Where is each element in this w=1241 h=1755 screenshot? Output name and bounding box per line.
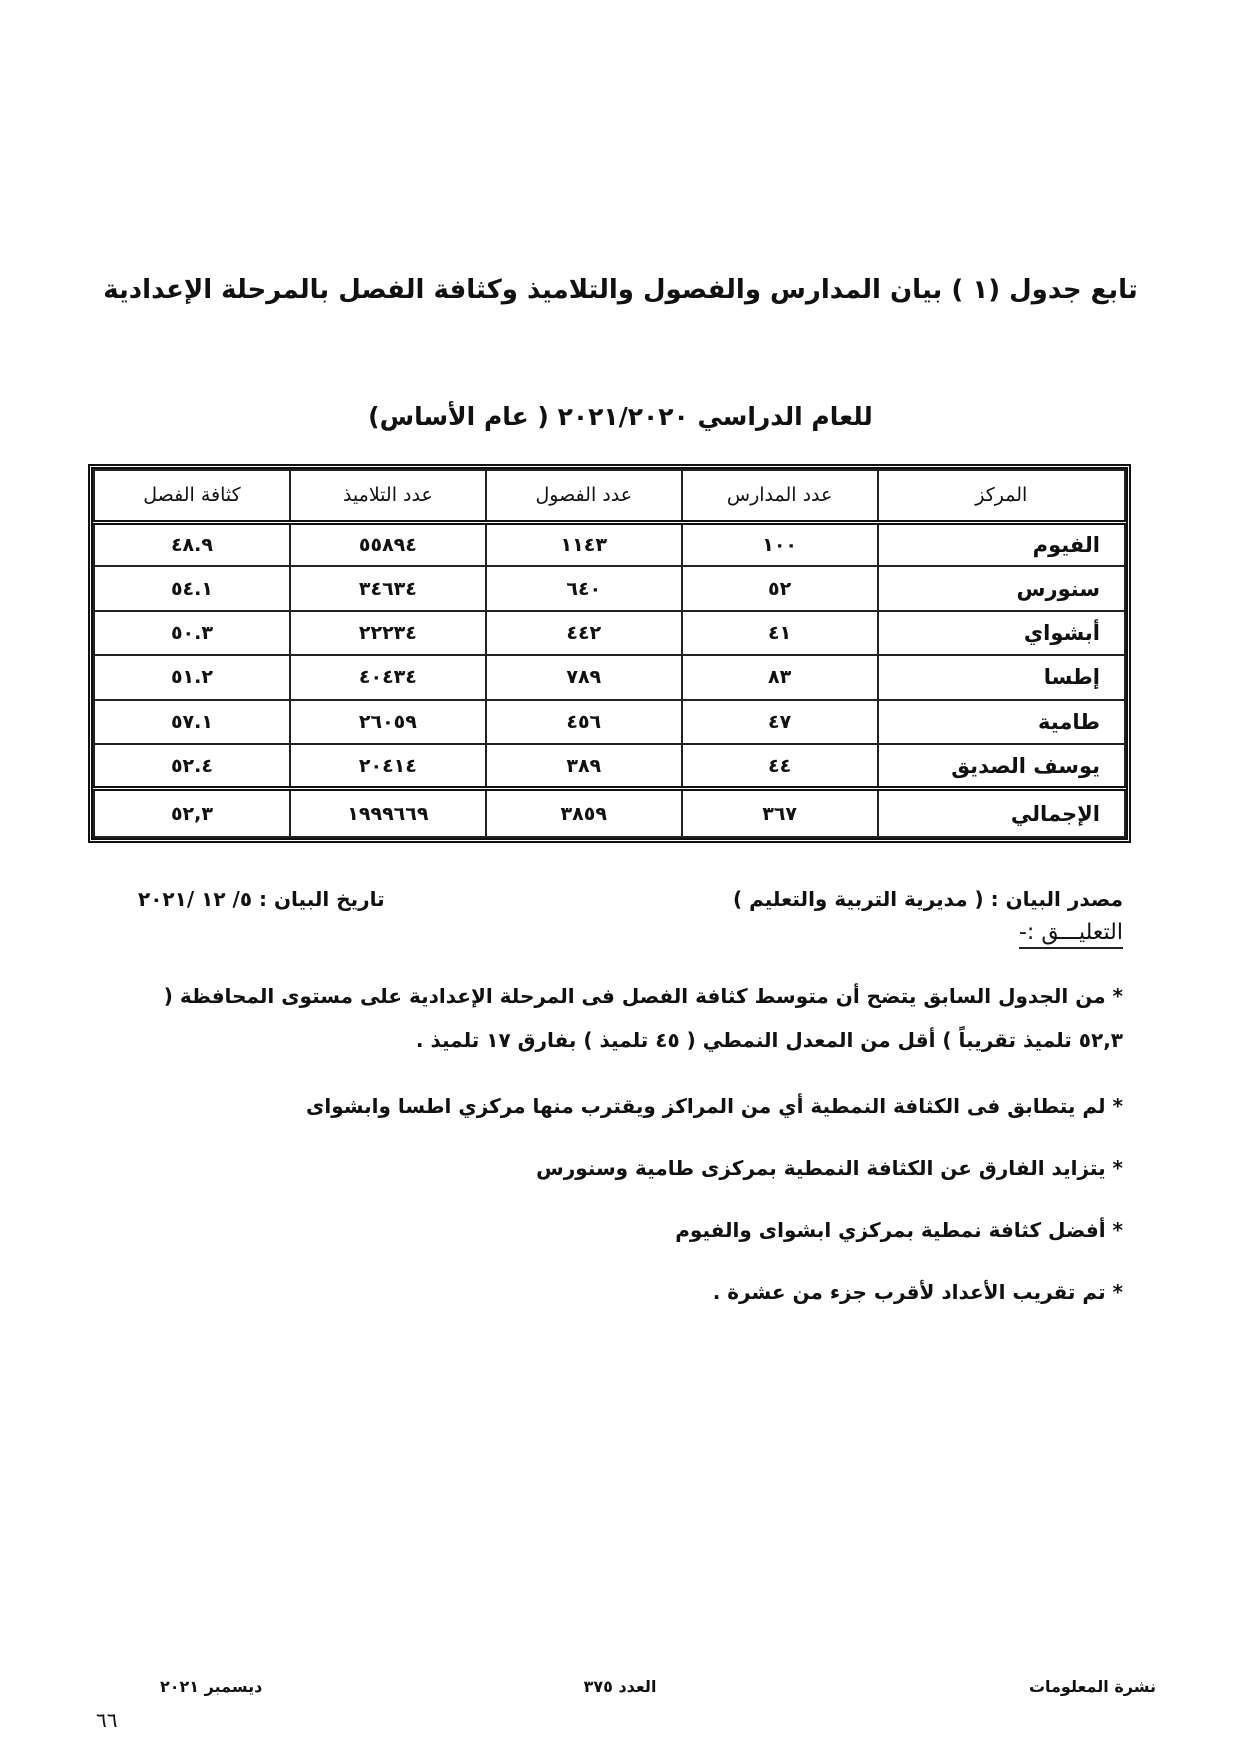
comment-heading: التعليـــق :- (1019, 920, 1123, 949)
cell-density: ٥٤.١ (94, 566, 290, 610)
cell-total-density: ٥٢,٣ (94, 789, 290, 837)
cell-density: ٥١.٢ (94, 655, 290, 699)
data-source: مصدر البيان : ( مديرية التربية والتعليم ) (732, 887, 1123, 911)
cell-students: ٢٠٤١٤ (290, 744, 486, 788)
note-paragraph: * أفضل كثافة نمطية بمركزي ابشواى والفيوم (675, 1218, 1123, 1242)
cell-students: ٣٤٦٣٤ (290, 566, 486, 610)
cell-students: ٤٠٤٣٤ (290, 655, 486, 699)
header-classes: عدد الفصول (486, 470, 682, 522)
cell-center: سنورس (878, 566, 1125, 610)
cell-center: إطسا (878, 655, 1125, 699)
table-row (94, 744, 1125, 788)
table-header-row (94, 470, 1125, 522)
footer-issue: العدد ٣٧٥ (583, 1677, 657, 1696)
cell-students: ٢٢٢٣٤ (290, 611, 486, 655)
cell-center: طامية (878, 700, 1125, 744)
cell-schools: ٤١ (682, 611, 878, 655)
cell-density: ٥٢.٤ (94, 744, 290, 788)
cell-density: ٥٠.٣ (94, 611, 290, 655)
cell-students: ٢٦٠٥٩ (290, 700, 486, 744)
cell-classes: ٦٤٠ (486, 566, 682, 610)
note-paragraph: * لم يتطابق فى الكثافة النمطية أي من المراكز ويقترب منها مركزي اطسا وابشواى (306, 1094, 1123, 1118)
cell-center: أبشواي (878, 611, 1125, 655)
cell-total-label: الإجمالي (878, 789, 1125, 837)
note-paragraph: * يتزايد الفارق عن الكثافة النمطية بمركزى طامية وسنورس (536, 1156, 1123, 1180)
cell-density: ٥٧.١ (94, 700, 290, 744)
cell-classes: ٤٥٦ (486, 700, 682, 744)
header-density: كثافة الفصل (94, 470, 290, 522)
cell-classes: ١١٤٣ (486, 522, 682, 566)
table-row (94, 566, 1125, 610)
cell-schools: ٤٧ (682, 700, 878, 744)
cell-total-schools: ٣٦٧ (682, 789, 878, 837)
cell-center: يوسف الصديق (878, 744, 1125, 788)
cell-classes: ٧٨٩ (486, 655, 682, 699)
data-table (93, 469, 1126, 838)
cell-schools: ١٠٠ (682, 522, 878, 566)
footer-date: ديسمبر ٢٠٢١ (160, 1677, 263, 1696)
header-students: عدد التلاميذ (290, 470, 486, 522)
table-row (94, 700, 1125, 744)
cell-center: الفيوم (878, 522, 1125, 566)
cell-classes: ٣٨٩ (486, 744, 682, 788)
cell-classes: ٤٤٢ (486, 611, 682, 655)
table-row (94, 522, 1125, 566)
cell-students: ٥٥٨٩٤ (290, 522, 486, 566)
cell-schools: ٤٤ (682, 744, 878, 788)
table-total-row (94, 789, 1125, 837)
cell-total-students: ١٩٩٩٦٦٩ (290, 789, 486, 837)
data-date: تاريخ البيان : ٥/ ١٢ /٢٠٢١ (138, 887, 385, 911)
table-row (94, 611, 1125, 655)
data-table-container (88, 464, 1131, 843)
header-center: المركز (878, 470, 1125, 522)
page-subtitle: للعام الدراسي ٢٠٢١/٢٠٢٠ ( عام الأساس) (368, 402, 873, 431)
footer-publication: نشرة المعلومات (1028, 1677, 1156, 1696)
note-paragraph: * تم تقريب الأعداد لأقرب جزء من عشرة . (712, 1280, 1123, 1304)
cell-density: ٤٨.٩ (94, 522, 290, 566)
cell-schools: ٨٣ (682, 655, 878, 699)
note-paragraph: * من الجدول السابق يتضح أن متوسط كثافة الفصل فى المرحلة الإعدادية على مستوى المحافظة ( ٥٢,٣ تلميذ تقريباً ) أقل من المعدل النمطي ( ٤٥ تلميذ ) بفارق ١٧ تلميذ . (163, 984, 1123, 1052)
table-row (94, 655, 1125, 699)
header-schools: عدد المدارس (682, 470, 878, 522)
page-title: تابع جدول (١ ) بيان المدارس والفصول والتلاميذ وكثافة الفصل بالمرحلة الإعدادية (103, 275, 1138, 305)
page-number: ٦٦ (96, 1708, 118, 1732)
cell-total-classes: ٣٨٥٩ (486, 789, 682, 837)
cell-schools: ٥٢ (682, 566, 878, 610)
